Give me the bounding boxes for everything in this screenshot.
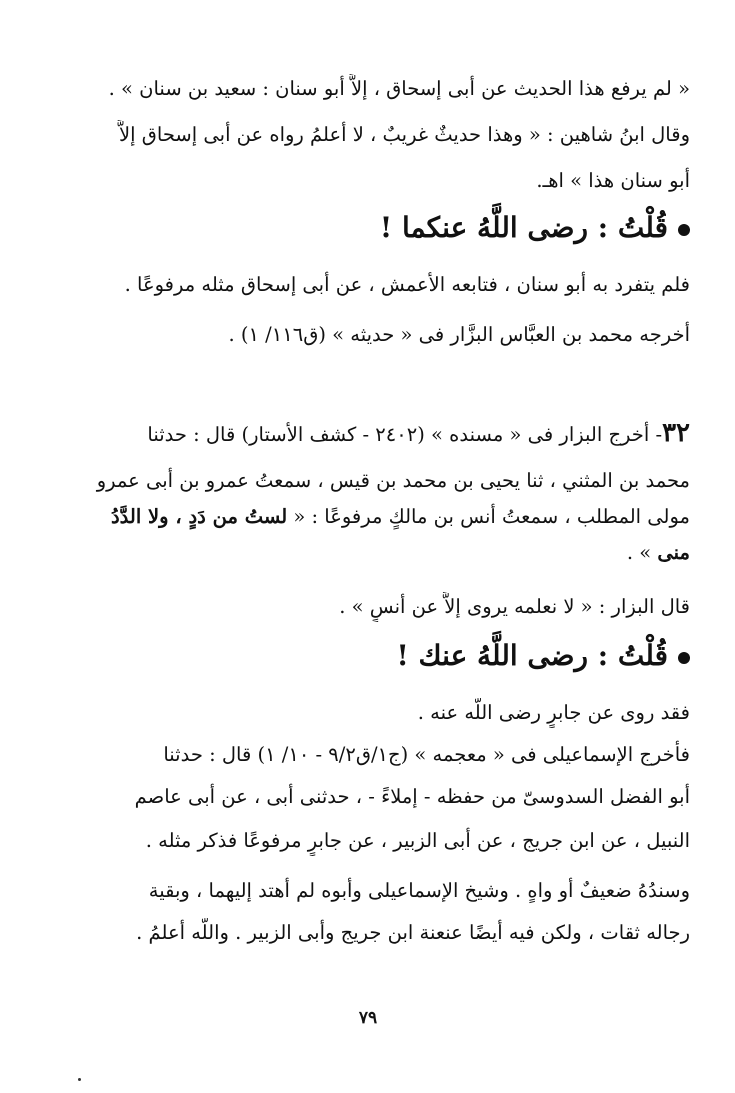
text-line: فلم يتفرد به أبو سنان ، فتابعه الأعمش ، عن أبى إسحاق مثله مرفوعًا . bbox=[124, 273, 690, 296]
page-number: ٧٩ bbox=[358, 1008, 378, 1028]
text-line: « لم يرفع هذا الحديث عن أبى إسحاق ، إلاَّ أبو سنان : سعيد بن سنان » . bbox=[108, 77, 690, 100]
text-line: أبو سنان هذا » اهـ. bbox=[536, 169, 690, 192]
book-page bbox=[46, 62, 690, 1062]
text-line: أبو الفضل السدوسىّ من حفظه - إملاءً - ، حدثنى أبى ، عن أبى عاصم bbox=[134, 785, 690, 808]
heading-text: قُلْتُ : رضى اللَّهُ عنكما ! bbox=[379, 211, 668, 244]
scan-speck bbox=[78, 1078, 81, 1081]
bullet-icon bbox=[678, 224, 690, 236]
text-line: وقال ابنُ شاهين : « وهذا حديثٌ غريبٌ ، لا أعلمُ رواه عن أبى إسحاق إلاَّ bbox=[119, 123, 690, 146]
text-line: فأخرج الإسماعيلى فى « معجمه » (ج١/ق٩/٢ - ١٠/ ١) قال : حدثنا bbox=[163, 743, 690, 766]
text-line: وسندُهُ ضعيفٌ أو واهٍ . وشيخ الإسماعيلى وأبوه لم أهتد إليهما ، وبقية bbox=[148, 879, 690, 902]
section-heading bbox=[46, 636, 690, 676]
text-line: محمد بن المثني ، ثنا يحيى بن محمد بن قيس ، سمعتُ عمرو بن أبى عمرو bbox=[96, 469, 690, 492]
heading-text: قُلْتُ : رضى اللَّهُ عنك ! bbox=[396, 639, 668, 672]
text-line: النبيل ، عن ابن جريج ، عن أبى الزبير ، عن جابرٍ مرفوعًا فذكر مثله . bbox=[145, 829, 690, 852]
text-span: مولى المطلب ، سمعتُ أنس بن مالكٍ مرفوعًا : « bbox=[287, 505, 690, 528]
text-line bbox=[46, 502, 690, 532]
bullet-icon bbox=[678, 652, 690, 664]
text-line: أخرجه محمد بن العبَّاس البزَّار فى « حديثه » (ق١١٦/ ١) . bbox=[228, 323, 690, 346]
text-line: رجاله ثقات ، ولكن فيه أيضًا عنعنة ابن جريج وأبى الزبير . واللَّه أعلمُ . bbox=[136, 921, 690, 944]
bold-span: لستُ من دَدٍ ، ولا الدَّدُ bbox=[110, 505, 288, 528]
text-span: » . bbox=[626, 541, 658, 564]
section-heading bbox=[46, 208, 690, 248]
hadith-line bbox=[46, 418, 690, 450]
text-line: قال البزار : « لا نعلمه يروى إلاَّ عن أنسٍ » . bbox=[339, 595, 690, 618]
text-line bbox=[46, 538, 690, 568]
text-line: فقد روى عن جابرٍ رضى اللَّه عنه . bbox=[417, 701, 690, 724]
hadith-number: ٣٢ bbox=[662, 418, 690, 448]
bold-span: منى bbox=[657, 541, 690, 564]
text-span: - أخرج البزار فى « مسنده » (٢٤٠٢ - كشف الأستار) قال : حدثنا bbox=[147, 423, 663, 446]
